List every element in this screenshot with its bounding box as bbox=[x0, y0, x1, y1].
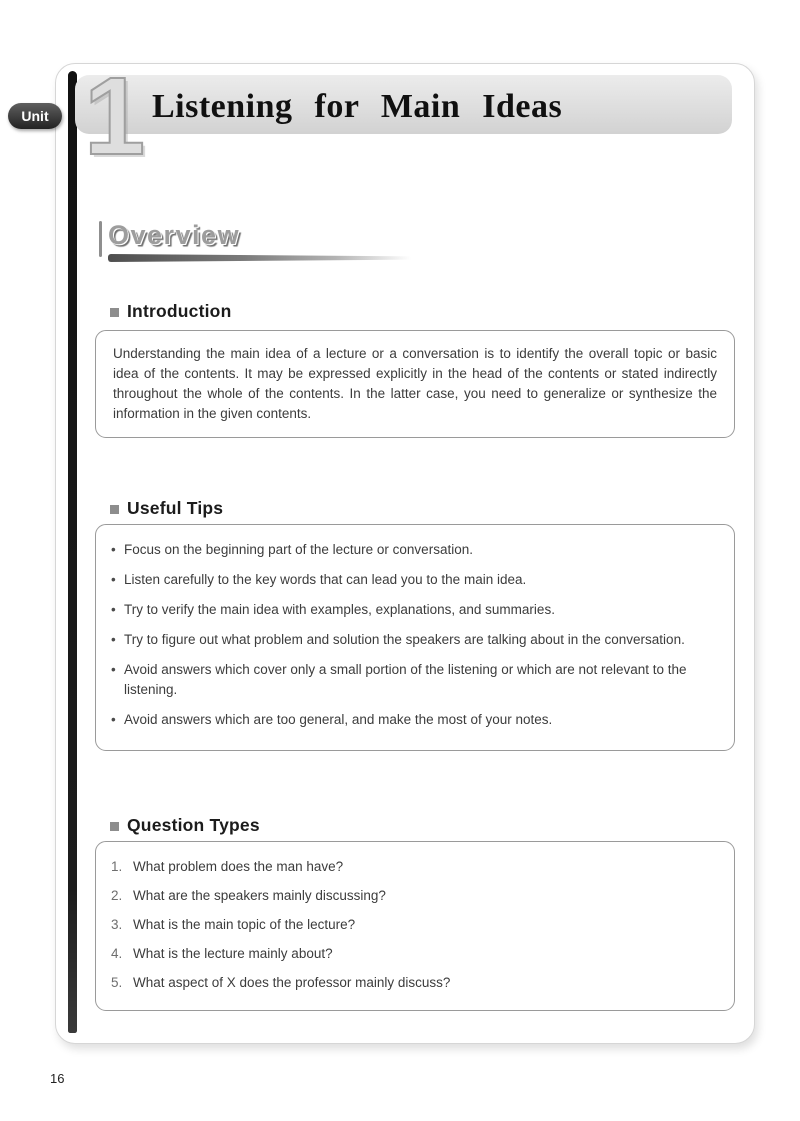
useful-tips-box bbox=[95, 524, 735, 751]
list-item bbox=[111, 660, 717, 700]
dot-bullet-icon: • bbox=[111, 572, 116, 587]
unit-badge-label: Unit bbox=[21, 108, 49, 124]
dot-bullet-icon: • bbox=[111, 712, 116, 727]
introduction-box bbox=[95, 330, 735, 438]
list-item bbox=[111, 630, 717, 650]
list-item bbox=[111, 973, 717, 993]
list-item bbox=[111, 886, 717, 906]
square-bullet-icon bbox=[110, 505, 119, 514]
item-number: 2. bbox=[111, 888, 123, 903]
item-number: 4. bbox=[111, 946, 123, 961]
tip-text: Try to verify the main idea with examples, explanations, and summaries. bbox=[124, 602, 555, 617]
useful-tips-heading-label: Useful Tips bbox=[127, 498, 224, 518]
dot-bullet-icon: • bbox=[111, 602, 116, 617]
introduction-heading-label: Introduction bbox=[127, 301, 232, 321]
tip-text: Avoid answers which cover only a small portion of the listening or which are not relevant to the listening. bbox=[124, 662, 687, 697]
square-bullet-icon bbox=[110, 822, 119, 831]
list-item bbox=[111, 540, 717, 560]
question-text: What is the lecture mainly about? bbox=[133, 946, 333, 961]
question-types-list bbox=[111, 857, 717, 993]
list-item bbox=[111, 710, 717, 730]
question-types-heading bbox=[110, 815, 260, 836]
question-text: What is the main topic of the lecture? bbox=[133, 917, 356, 932]
page-title: Listening for Main Ideas bbox=[152, 88, 563, 125]
page-left-edge-bar bbox=[68, 71, 77, 1033]
dot-bullet-icon: • bbox=[111, 632, 116, 647]
tip-text: Focus on the beginning part of the lecture or conversation. bbox=[124, 542, 473, 557]
tip-text: Listen carefully to the key words that can lead you to the main idea. bbox=[124, 572, 527, 587]
page-number: 16 bbox=[50, 1071, 65, 1086]
tip-text: Avoid answers which are too general, and make the most of your notes. bbox=[124, 712, 553, 727]
question-types-box bbox=[95, 841, 735, 1011]
introduction-body: Understanding the main idea of a lecture or a conversation is to identify the overall topic or basic idea of the contents. It may be expressed explicitly in the head of the contents or stated indirectly throughout the whole of the contents. In the latter case, you need to generalize or synthesize the information in the given contents. bbox=[113, 346, 717, 421]
useful-tips-heading bbox=[110, 498, 223, 519]
introduction-heading bbox=[110, 301, 231, 322]
list-item bbox=[111, 857, 717, 877]
item-number: 3. bbox=[111, 917, 123, 932]
overview-label: Overview bbox=[108, 220, 241, 250]
dot-bullet-icon: • bbox=[111, 542, 116, 557]
unit-badge bbox=[8, 103, 62, 129]
item-number: 5. bbox=[111, 975, 123, 990]
square-bullet-icon bbox=[110, 308, 119, 317]
question-types-heading-label: Question Types bbox=[127, 815, 260, 835]
tip-text: Try to figure out what problem and solution the speakers are talking about in the conversation. bbox=[124, 632, 685, 647]
overview-tick-mark bbox=[99, 221, 102, 257]
list-item bbox=[111, 570, 717, 590]
list-item bbox=[111, 600, 717, 620]
list-item bbox=[111, 944, 717, 964]
question-text: What aspect of X does the professor mainly discuss? bbox=[133, 975, 451, 990]
question-text: What problem does the man have? bbox=[133, 859, 344, 874]
unit-number: 1 bbox=[84, 55, 146, 178]
item-number: 1. bbox=[111, 859, 123, 874]
list-item bbox=[111, 915, 717, 935]
question-text: What are the speakers mainly discussing? bbox=[133, 888, 386, 903]
useful-tips-list bbox=[111, 540, 717, 730]
dot-bullet-icon: • bbox=[111, 662, 116, 677]
overview-heading bbox=[108, 220, 240, 251]
